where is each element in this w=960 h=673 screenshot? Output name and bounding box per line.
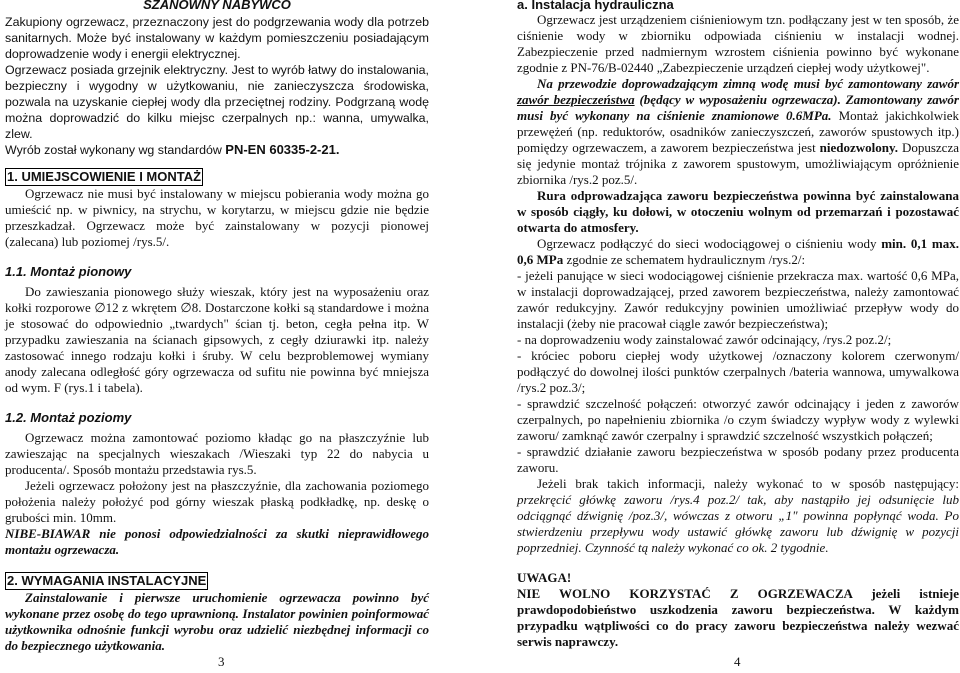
section-1-2-heading: 1.2. Montaż poziomy — [5, 410, 132, 425]
section-2-paragraph: Zainstalowanie i pierwsze uruchomienie ogrzewacza powinno być wykonane przez osobę do tego uprawnioną. Instalator powinien poinformować użytkownika odnośnie funkcji wyrobu oraz udzielić niezbędnej informacji co do bezpiecznego użytkowania. — [5, 590, 429, 653]
section-1-2-paragraph-1: Ogrzewacz można zamontować poziomo kładąc go na płaszczyźnie lub zawieszając na specjalnych wieszakach /Wieszaki typ 22 do nabycia u producenta/. Sposób montażu przedstawia rys.5. — [5, 430, 429, 477]
intro-paragraph-2: Ogrzewacz posiada grzejnik elektryczny. Jest to wyrób łatwy do instalowania, bezpieczny i wygodny w użytkowaniu, nie zanieczyszcza środowiska, pozwala na uzyskanie ciepłej wody dla przeciętnej rodziny. Podgrzaną wodę można doprowadzić do kilku miejsc czerpalnych np.: wanna, umywalka, zlew. — [5, 63, 429, 141]
scheme-reference: zgodnie ze schematem hydraulicznym /rys.2/: — [563, 252, 806, 267]
pressure-label: Ogrzewacz podłączyć do sieci wodociągowej o ciśnieniu wody — [537, 236, 882, 251]
standard-label: Wyrób został wykonany wg standardów — [5, 143, 226, 157]
section-1-heading-text: 1. UMIEJSCOWIENIE I MONTAŻ — [7, 169, 202, 184]
restrictions-text: Montaż jakichkolwiek przewężeń (np. reduktorów, osadników zanieczyszczeń, zaworów spustowych itp.) pomiędzy ogrzewaczem, a zaworem bezpieczeństwa jest — [517, 108, 960, 155]
valve-requirement-text: Na przewodzie doprowadzającym zimną wodę musi być zamontowany zawór — [537, 76, 959, 91]
warning-heading: UWAGA! — [517, 570, 572, 585]
page-number-left: 3 — [218, 654, 225, 669]
hydraulic-paragraph-4 — [517, 236, 959, 268]
intro-paragraph-1: Zakupiony ogrzewacz, przeznaczony jest do podgrzewania wody dla potrzeb sanitarnych. Może być instalowany w każdym pomieszczeniu posiadającym doprowadzenie wody i energii elektrycznej. — [5, 15, 429, 61]
section-2-heading-text: 2. WYMAGANIA INSTALACYJNE — [7, 573, 207, 588]
intro-paragraph-3 — [5, 142, 429, 158]
hydraulic-paragraph-1: Ogrzewacz jest urządzeniem ciśnieniowym tzn. podłączany jest w ten sposób, że ciśnienie wody w zbiorniku odpowiada ciśnieniu w instalacji wodnej. Zabezpieczenie przed nadmiernym wzrostem ciśnienia powinno być wykonane zgodnie z PN-76/B-02440 „Zabezpieczenie urządzeń ciepłej wody użytkowej". — [517, 12, 959, 75]
safety-valve-term: zawór bezpieczeństwa — [517, 92, 635, 107]
drain-valve-text: Dopuszcza się jedynie montaż trójnika z zaworem spustowym, umożliwiającym opróżnienie zbiornika /rys.2 poz.5/. — [517, 140, 959, 187]
instruction-list-item: - sprawdzić działanie zaworu bezpieczeństwa w sposób podany przez producenta zaworu. — [517, 444, 959, 475]
left-column — [5, 0, 429, 654]
instruction-list-item: - króciec poboru ciepłej wody użytkowej /oznaczony kolorem czerwonym/ podłączyć do dowolnej ilości punktów czerpalnych /bateria wannowa, umywalkowa /rys.2 poz.3/; — [517, 348, 959, 395]
valve-test-paragraph — [517, 476, 959, 556]
valve-test-steps: przekręcić główkę zaworu /rys.4 poz.2/ tak, aby nastąpiło jej odsunięcie lub odciągnąć dźwignię /poz.3/, wówczas z otworu „1" powinna popłynąć woda. Po stwierdzeniu przepływu wody ustawić główkę zaworu lub dźwignię w pozycji poprzedniej. Czynność tą należy wykonać co ok. 2 tygodnie. — [517, 492, 959, 555]
instruction-list-item: - na doprowadzeniu wody zainstalować zawór odcinający, /rys.2 poz.2/; — [517, 332, 892, 347]
section-1-2-disclaimer: NIBE-BIAWAR nie ponosi odpowiedzialności za skutki nieprawidłowego montażu ogrzewacza. — [5, 526, 429, 557]
instruction-list-item: - sprawdzić szczelność połączeń: otworzyć zawór odcinający i jeden z zaworów czerpalnych, po napełnieniu zbiornika /o czym świadczy wypływ wody z wylewki zaworu/ zamknąć zawór czerpalny i sprawdzić szczelność wszystkich połączeń; — [517, 396, 959, 443]
page-title: SZANOWNY NABYWCO — [143, 0, 291, 12]
hydraulic-heading: a. Instalacja hydrauliczna — [517, 0, 674, 12]
valve-test-intro: Jeżeli brak takich informacji, należy wykonać to w sposób następujący: — [537, 476, 959, 491]
section-1-paragraph: Ogrzewacz nie musi być instalowany w miejscu pobierania wody można go umieścić np. w piwnicy, na strychu, w korytarzu, w miejscu gdzie nie będzie przeszkadzał. Ogrzewacz może być zainstalowany w pozycji pionowej (zalecana) lub poziomej /rys.5/. — [5, 186, 429, 249]
standard-code: PN-EN 60335-2-21. — [225, 142, 340, 157]
hydraulic-paragraph-2 — [517, 76, 959, 188]
section-1-heading — [5, 168, 429, 186]
pressure-range: min. 0,1 max. 0,6 MPa — [517, 236, 959, 267]
instruction-list-item: - jeżeli panujące w sieci wodociągowej ciśnienie przekracza max. wartość 0,6 MPa, w instalacji doprowadzającej, przed zaworem bezpieczeństwa, należy zamontować zawór redukcyjny. Zawór redukcyjny powinien umożliwiać przepływ wody do instalacji (żeby nie pracował ciągle zawór bezpieczeństwa); — [517, 268, 959, 331]
valve-pressure-text: (będący w wyposażeniu ogrzewacza). Zamontowany zawór musi być wykonany na ciśnienie znamionowe 0.6MPa. — [517, 92, 959, 123]
section-1-1-heading: 1.1. Montaż pionowy — [5, 264, 132, 279]
section-1-1-paragraph: Do zawieszania pionowego służy wieszak, który jest na wyposażeniu oraz kołki rozporowe ∅12 z wkrętem ∅8. Dostarczone kołki są standardowe i można je stosować do odpowiednio „twardych" ścian tj. beton, cegła pełna itp. W przypadku zawieszania na ścianach gipsowych, z cegły dziurawki itp. należy zastosować innego rodzaju kołki i śruby. W celu bezproblemowej wymiany anody zalecana odległość góry ogrzewacza od sufitu nie powinna być mniejsza od wym. F (rys.1 i tabela). — [5, 284, 429, 395]
warning-text: NIE WOLNO KORZYSTAĆ Z OGRZEWACZA jeżeli istnieje prawdopodobieństwo uszkodzenia zaworu bezpieczeństwa. W każdym przypadku wątpliwości co do pracy zaworu bezpieczeństwa należy wezwać serwis naprawczy. — [517, 586, 959, 649]
hydraulic-paragraph-3: Rura odprowadzająca zaworu bezpieczeństwa powinna być zainstalowana w sposób ciągły, ku dołowi, w otoczeniu wolnym od przemarzań i pozostawać otwarta do atmosfery. — [517, 188, 959, 235]
forbidden-term: niedozwolony. — [819, 140, 899, 155]
page-number-right: 4 — [734, 654, 741, 669]
right-column — [517, 0, 959, 650]
section-2-heading — [5, 572, 429, 590]
section-1-2-paragraph-2: Jeżeli ogrzewacz położony jest na płaszczyźnie, dla zachowania poziomego położenia należy położyć pod górny wieszak płaską podkładkę, np. deskę o grubości min. 10mm. — [5, 478, 429, 525]
